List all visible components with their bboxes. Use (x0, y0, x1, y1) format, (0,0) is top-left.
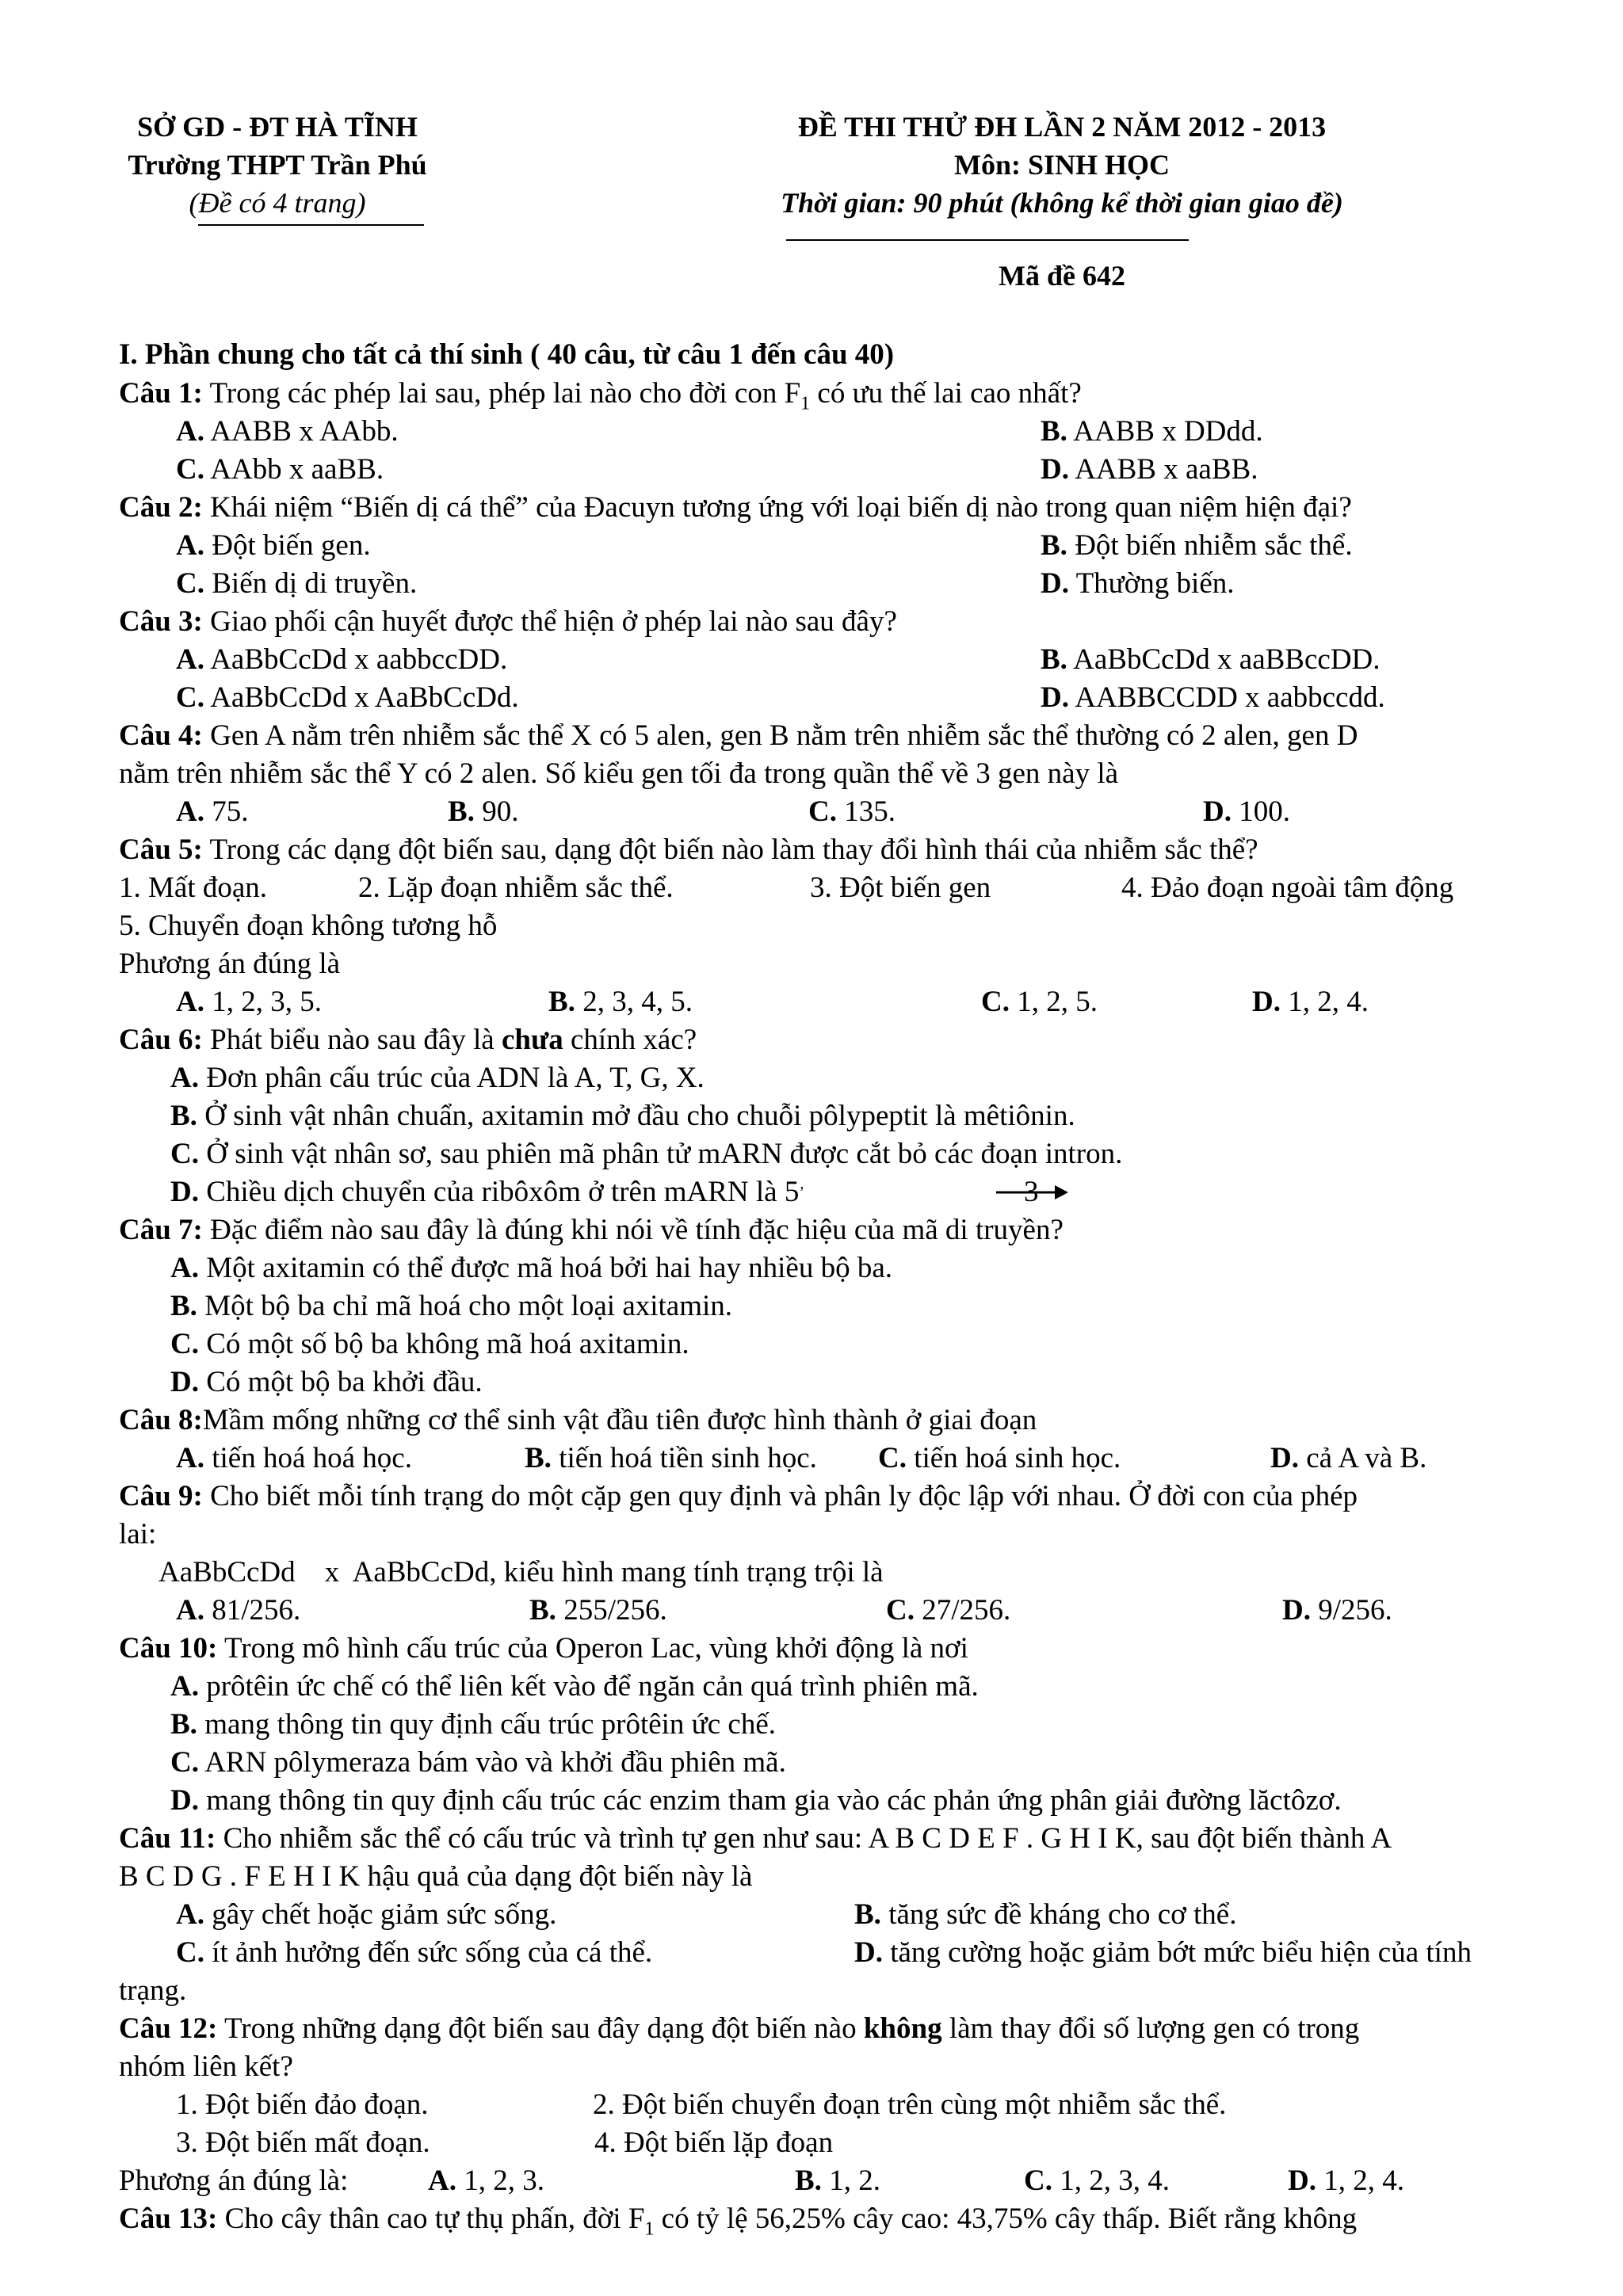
option-text: Chiều dịch chuyển của ribôxôm ở trên mARN là 5 (198, 1176, 800, 1208)
option-text: 1, 2, 3, 4. (1052, 2164, 1170, 2197)
question-text: Trong mô hình cấu trúc của Operon Lac, vùng khởi động là nơi (217, 1632, 968, 1665)
question-4 (119, 718, 1358, 754)
q5-answer-intro: Phương án đúng là (119, 948, 341, 980)
option-letter: D. (1041, 567, 1069, 600)
question-text-end: có ưu thế lai cao nhất? (810, 377, 1082, 410)
school-name: Trường THPT Trần Phú (128, 149, 427, 181)
question-text: Trong các phép lai sau, phép lai nào cho đời con F (202, 377, 801, 410)
q8-option-c (878, 1440, 1121, 1477)
option-text: 27/256. (914, 1594, 1011, 1627)
option-text: Đột biến nhiễm sắc thể. (1067, 529, 1353, 562)
subscript: 1 (800, 393, 811, 414)
option-text: AaBbCcDd x AaBbCcDd. (204, 681, 519, 714)
option-letter: A. (176, 1594, 204, 1627)
q8-option-b (525, 1440, 817, 1477)
question-8 (119, 1402, 1037, 1439)
q12-item-3: 3. Đột biến mất đoạn. (176, 2126, 430, 2159)
option-letter: C. (878, 1442, 907, 1474)
option-letter: D. (1270, 1442, 1299, 1474)
q2-option-c (176, 566, 417, 602)
option-letter: A. (170, 1062, 199, 1094)
option-text: tăng sức đề kháng cho cơ thể. (880, 1898, 1237, 1931)
q3-option-b (1041, 642, 1381, 678)
option-text: AaBbCcDd x aabbccDD. (204, 643, 508, 676)
q8-option-a (176, 1440, 412, 1477)
question-5 (119, 832, 1258, 868)
question-9-cross: AaBbCcDd x AaBbCcDd, kiểu hình mang tính trạng trội là (158, 1556, 884, 1589)
option-text: AABB x AAbb. (204, 415, 399, 448)
exam-subject: Môn: SINH HỌC (953, 149, 1170, 181)
q4-option-a (176, 794, 248, 830)
question-11-cont: B C D G . F E H I K hậu quả của dạng đột biến này là (119, 1860, 753, 1893)
q7-option-d (170, 1364, 483, 1401)
question-4-cont: nằm trên nhiễm sắc thể Y có 2 alen. Số kiểu gen tối đa trong quần thể về 3 gen này là (119, 757, 1119, 790)
q12-item-4: 4. Đột biến lặp đoạn (594, 2126, 834, 2159)
question-text: Đặc điểm nào sau đây là đúng khi nói về tính đặc hiệu của mã di truyền? (202, 1214, 1064, 1246)
q10-option-b (170, 1707, 776, 1743)
option-letter: A. (176, 529, 204, 562)
q1-option-b (1041, 414, 1263, 450)
question-label: Câu 4: (119, 719, 203, 752)
option-letter: D. (1203, 795, 1232, 828)
option-letter: D. (170, 1176, 199, 1208)
q11-option-c (176, 1935, 652, 1971)
q11-option-a (176, 1897, 556, 1933)
q12-option-a (428, 2163, 544, 2199)
question-text-end: có tỷ lệ 56,25% cây cao: 43,75% cây thấp. Biết rằng không (654, 2203, 1358, 2235)
option-text: prôtêin ức chế có thể liên kết vào để ngăn cản quá trình phiên mã. (198, 1670, 979, 1703)
q5-item-1: 1. Mất đoạn. (119, 871, 268, 904)
option-text: Ở sinh vật nhân chuẩn, axitamin mở đầu cho chuỗi pôlypeptit là mêtiônin. (197, 1100, 1075, 1132)
q2-option-d (1041, 566, 1235, 602)
option-text: Thường biến. (1068, 567, 1235, 600)
q5-item-5: 5. Chuyển đoạn không tương hỗ (119, 910, 498, 942)
option-text: Đơn phân cấu trúc của ADN là A, T, G, X. (198, 1062, 705, 1094)
question-text: Mầm mống những cơ thể sinh vật đầu tiên được hình thành ở giai đoạn (202, 1404, 1037, 1436)
option-text: 1, 2, 5. (1009, 986, 1098, 1018)
question-text: Khái niệm “Biến dị cá thể” của Đacuyn tương ứng với loại biến dị nào trong quan niệm hiện đại? (202, 491, 1352, 524)
option-letter: C. (170, 1328, 199, 1360)
q3-option-a (176, 642, 507, 678)
option-letter: B. (854, 1898, 881, 1931)
question-text-end: làm thay đổi số lượng gen có trong (941, 2012, 1360, 2045)
question-3 (119, 604, 897, 640)
q9-option-b (529, 1592, 667, 1629)
q1-option-d (1041, 452, 1258, 488)
option-letter: B. (529, 1594, 556, 1627)
question-label: Câu 11: (119, 1822, 216, 1855)
q5-option-a (176, 984, 322, 1020)
q12-answer-intro: Phương án đúng là: (119, 2164, 349, 2197)
option-letter: D. (854, 1936, 883, 1969)
option-letter: B. (1041, 529, 1067, 562)
q12-option-c (1024, 2163, 1170, 2199)
option-letter: B. (1041, 415, 1067, 448)
option-text: mang thông tin quy định cấu trúc prôtêin ức chế. (197, 1708, 777, 1741)
option-letter: B. (170, 1100, 197, 1132)
option-text: 9/256. (1310, 1594, 1392, 1627)
option-letter: B. (795, 2164, 822, 2197)
option-letter: B. (1041, 643, 1067, 676)
page-count: (Đề có 4 trang) (189, 187, 366, 219)
question-text-end: chính xác? (563, 1024, 697, 1056)
question-7 (119, 1212, 1064, 1249)
q3-option-c (176, 680, 519, 716)
option-text: 135. (836, 795, 896, 828)
header-right-underline (786, 239, 1189, 241)
option-text: cả A và B. (1298, 1442, 1427, 1474)
q4-option-d (1203, 794, 1290, 830)
option-letter: C. (886, 1594, 915, 1627)
q6-option-b (170, 1098, 1075, 1135)
option-letter: C. (170, 1138, 199, 1170)
option-letter: B. (548, 986, 575, 1018)
question-9 (119, 1478, 1358, 1515)
option-text: AaBbCcDd x aaBBccDD. (1067, 643, 1381, 676)
question-12 (119, 2011, 1359, 2047)
option-letter: A. (170, 1252, 199, 1284)
q12-item-1: 1. Đột biến đảo đoạn. (176, 2088, 429, 2121)
option-text: Biến dị di truyền. (204, 567, 418, 600)
q9-option-d (1282, 1592, 1392, 1629)
option-text: tiến hoá sinh học. (906, 1442, 1121, 1474)
question-6 (119, 1022, 697, 1058)
option-text: mang thông tin quy định cấu trúc các enzim tham gia vào các phản ứng phân giải đường lăctôzơ. (198, 1784, 1342, 1817)
option-letter: C. (981, 986, 1010, 1018)
option-letter: A. (428, 2164, 456, 2197)
option-text: Một bộ ba chỉ mã hoá cho một loại axitamin. (197, 1290, 733, 1322)
option-letter: D. (1282, 1594, 1311, 1627)
option-text: 255/256. (556, 1594, 667, 1627)
q7-option-b (170, 1288, 732, 1325)
question-label: Câu 5: (119, 833, 203, 866)
option-letter: A. (176, 1442, 204, 1474)
option-text: 1, 2, 4. (1280, 986, 1369, 1018)
q5-item-3: 3. Đột biến gen (810, 871, 991, 904)
option-letter: C. (176, 567, 204, 600)
option-letter: A. (176, 643, 204, 676)
exam-code: Mã đề 642 (999, 260, 1125, 292)
dept-name: SỞ GD - ĐT HÀ TĨNH (137, 111, 418, 143)
option-text: 75. (204, 795, 249, 828)
option-letter: C. (170, 1746, 199, 1779)
q2-option-a (176, 528, 371, 564)
question-text: Phát biểu nào sau đây là (202, 1024, 502, 1056)
option-letter: D. (170, 1366, 199, 1398)
q11-option-b (854, 1897, 1236, 1933)
question-label: Câu 8: (119, 1404, 203, 1436)
q9-option-a (176, 1592, 300, 1629)
question-label: Câu 12: (119, 2012, 218, 2045)
option-text: AAbb x aaBB. (204, 453, 384, 486)
q10-option-d (170, 1783, 1342, 1819)
option-letter: B. (448, 795, 475, 828)
question-label: Câu 13: (119, 2203, 218, 2235)
question-10 (119, 1630, 968, 1667)
question-text: Gen A nằm trên nhiễm sắc thể X có 5 alen, gen B nằm trên nhiễm sắc thể thường có 2 alen, gen D (202, 719, 1358, 752)
exam-title: ĐỀ THI THỬ ĐH LẦN 2 NĂM 2012 - 2013 (797, 111, 1327, 143)
q2-option-b (1041, 528, 1353, 564)
q5-item-2: 2. Lặp đoạn nhiễm sắc thể. (358, 871, 674, 904)
q4-option-b (448, 794, 518, 830)
option-text: 81/256. (204, 1594, 301, 1627)
question-label: Câu 9: (119, 1480, 203, 1512)
q5-option-d (1252, 984, 1369, 1020)
option-letter: D. (1288, 2164, 1316, 2197)
question-label: Câu 7: (119, 1214, 203, 1246)
q5-option-b (548, 984, 693, 1020)
question-label: Câu 2: (119, 491, 203, 524)
option-letter: D. (170, 1784, 199, 1817)
question-12-cont: nhóm liên kết? (119, 2050, 293, 2083)
option-text: tăng cường hoặc giảm bớt mức biểu hiện của tính (882, 1936, 1472, 1969)
option-text: Ở sinh vật nhân sơ, sau phiên mã phân tử mARN được cắt bỏ các đoạn intron. (198, 1138, 1123, 1170)
question-text: Trong các dạng đột biến sau, dạng đột biến nào làm thay đổi hình thái của nhiễm sắc thể? (202, 833, 1258, 866)
option-text: 1, 2, 3. (456, 2164, 544, 2197)
option-text: ARN pôlymeraza bám vào và khởi đầu phiên mã. (198, 1746, 786, 1779)
question-label: Câu 1: (119, 377, 203, 410)
question-text: Cho nhiễm sắc thể có cấu trúc và trình tự gen như sau: A B C D E F . G H I K, sau đột biến thành A (216, 1822, 1392, 1855)
question-text: Cho cây thân cao tự thụ phấn, đời F (217, 2203, 645, 2235)
option-text: ít ảnh hưởng đến sức sống của cá thể. (204, 1936, 653, 1969)
question-label: Câu 3: (119, 605, 203, 638)
q6-option-a (170, 1060, 705, 1097)
option-letter: D. (1041, 453, 1069, 486)
option-text: Có một bộ ba khởi đầu. (198, 1366, 483, 1398)
q5-option-c (981, 984, 1098, 1020)
option-text: 90. (474, 795, 519, 828)
q12-option-b (795, 2163, 880, 2199)
q5-item-4: 4. Đảo đoạn ngoài tâm động (1121, 871, 1454, 904)
q1-option-a (176, 414, 399, 450)
option-letter: C. (808, 795, 837, 828)
question-label: Câu 10: (119, 1632, 218, 1665)
option-letter: A. (170, 1670, 199, 1703)
option-text: 100. (1231, 795, 1290, 828)
option-letter: C. (1024, 2164, 1052, 2197)
q11-option-d (854, 1935, 1472, 1971)
q12-item-2: 2. Đột biến chuyển đoạn trên cùng một nhiễm sắc thể. (593, 2088, 1227, 2121)
option-letter: C. (176, 681, 204, 714)
option-text: AABB x DDdd. (1067, 415, 1263, 448)
q6-option-c (170, 1136, 1122, 1173)
option-text: tiến hoá tiền sinh học. (551, 1442, 817, 1474)
question-text: Trong những dạng đột biến sau đây dạng đột biến nào (217, 2012, 864, 2045)
q6-option-d-end: 3 (1024, 1176, 1039, 1208)
header-left-underline (198, 224, 424, 226)
option-letter: B. (525, 1442, 552, 1474)
option-letter: B. (170, 1290, 197, 1322)
emphasis: không (863, 2012, 942, 2045)
q1-option-c (176, 452, 384, 488)
section-title: I. Phần chung cho tất cả thí sinh ( 40 câu, từ câu 1 đến câu 40) (119, 338, 895, 371)
question-label: Câu 6: (119, 1024, 203, 1056)
q8-option-d (1270, 1440, 1426, 1477)
q9-option-c (886, 1592, 1010, 1629)
question-text: Cho biết mỗi tính trạng do một cặp gen quy định và phân ly độc lập với nhau. Ở đời con của phép (202, 1480, 1358, 1512)
arrow-right-icon (995, 1180, 1070, 1204)
emphasis: chưa (501, 1024, 563, 1056)
option-letter: A. (176, 415, 204, 448)
option-text: 1, 2. (821, 2164, 880, 2197)
option-letter: A. (176, 986, 204, 1018)
question-11 (119, 1821, 1392, 1857)
q7-option-a (170, 1250, 892, 1287)
option-text: 2, 3, 4, 5. (575, 986, 693, 1018)
option-letter: A. (176, 795, 204, 828)
option-letter: C. (176, 1936, 204, 1969)
question-2 (119, 490, 1352, 526)
option-text: gây chết hoặc giảm sức sống. (204, 1898, 557, 1931)
q12-option-d (1288, 2163, 1404, 2199)
question-text: Giao phối cận huyết được thể hiện ở phép lai nào sau đây? (202, 605, 897, 638)
q6-option-d (170, 1174, 804, 1211)
q7-option-c (170, 1326, 689, 1363)
prime-mark: ’ (799, 1184, 804, 1201)
option-text: 1, 2, 3, 5. (204, 986, 322, 1018)
q3-option-d (1041, 680, 1385, 716)
q11-option-d-cont: trạng. (119, 1974, 187, 2007)
option-text: AABBCCDD x aabbccdd. (1068, 681, 1385, 714)
q4-option-c (808, 794, 896, 830)
question-13 (119, 2201, 1357, 2247)
question-9-cont: lai: (119, 1518, 157, 1550)
exam-time: Thời gian: 90 phút (không kể thời gian giao đề) (781, 187, 1343, 219)
option-letter: D. (1252, 986, 1281, 1018)
option-letter: A. (176, 1898, 204, 1931)
option-text: Có một số bộ ba không mã hoá axitamin. (198, 1328, 689, 1360)
option-text: Đột biến gen. (204, 529, 371, 562)
option-letter: B. (170, 1708, 197, 1741)
option-letter: C. (176, 453, 204, 486)
option-text: 1, 2, 4. (1316, 2164, 1404, 2197)
subscript: 1 (644, 2218, 655, 2240)
option-letter: D. (1041, 681, 1069, 714)
option-text: Một axitamin có thể được mã hoá bởi hai hay nhiều bộ ba. (198, 1252, 893, 1284)
q10-option-a (170, 1669, 979, 1705)
option-text: AABB x aaBB. (1068, 453, 1258, 486)
q10-option-c (170, 1745, 786, 1781)
option-text: tiến hoá hoá học. (204, 1442, 412, 1474)
